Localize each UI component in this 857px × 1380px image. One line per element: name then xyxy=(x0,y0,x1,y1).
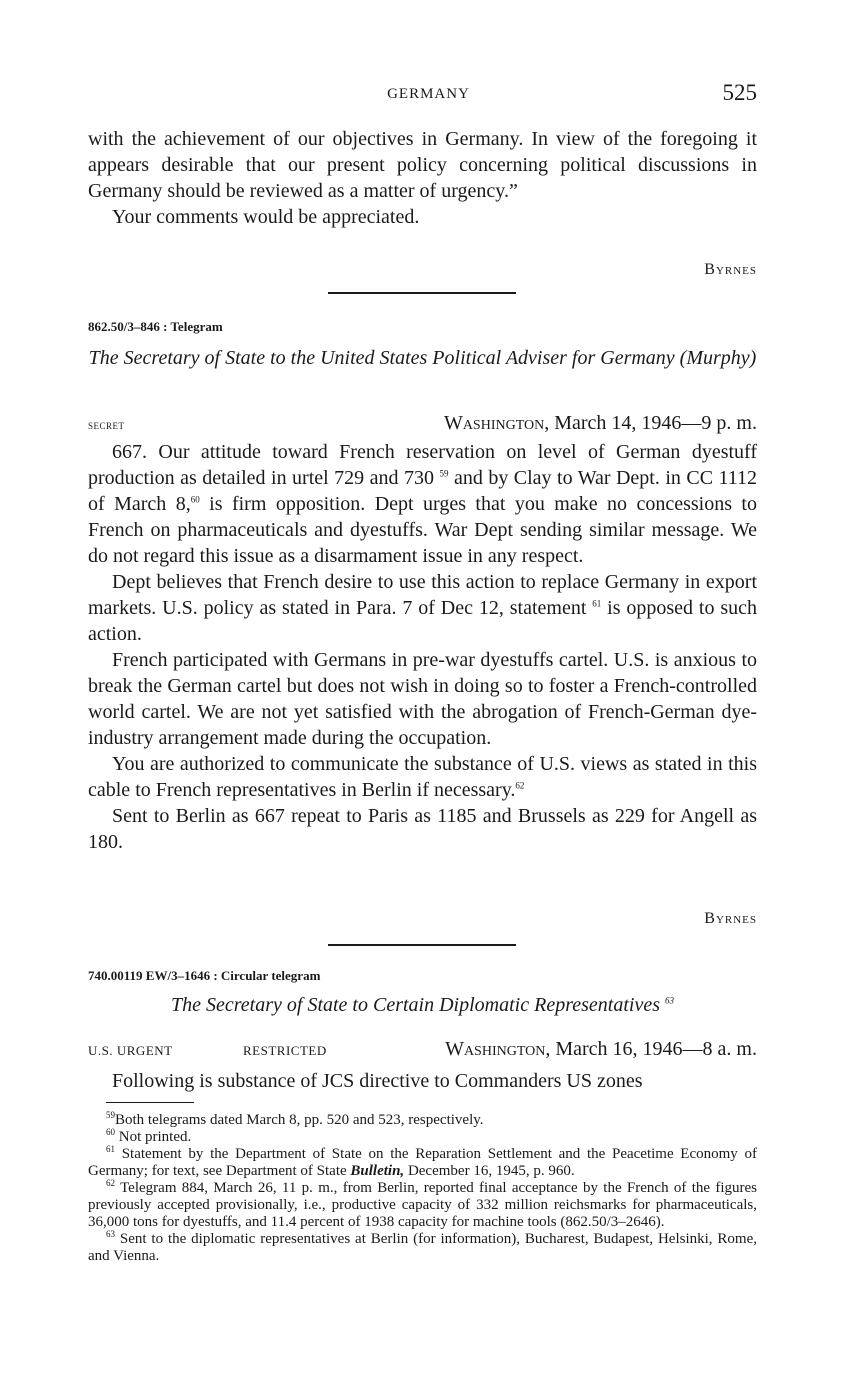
doc2-classification-text: secret xyxy=(88,417,125,432)
doc2-paragraph-4 xyxy=(88,751,757,803)
doc2-date: , March 14, 1946—9 p. m. xyxy=(544,412,757,434)
footnote-62-number: 62 xyxy=(106,1178,115,1188)
footnote-61-text-b: December 16, 1945, p. 960. xyxy=(407,1163,575,1179)
doc2-p4-text: You are authorized to communicate the substance of U.S. views as stated in this cable to French representatives in Berlin if necessary. xyxy=(88,753,757,801)
doc2-p1-b: and by Clay to War Dept. in CC 1112 of March 8, xyxy=(88,467,758,515)
footnote-59-text: Both telegrams dated March 8, pp. 520 and 523, respectively. xyxy=(115,1112,484,1128)
footnote-62 xyxy=(88,1180,757,1231)
doc3-place: Washington xyxy=(445,1038,546,1060)
footnotes xyxy=(88,1112,757,1265)
doc2-paragraph-2 xyxy=(88,569,757,647)
doc3-classification-1: U.S. URGENT xyxy=(88,1043,173,1058)
doc2-file-reference: 862.50/3–846 : Telegram xyxy=(88,319,223,334)
doc3-body xyxy=(88,1068,757,1094)
doc2-paragraph-1 xyxy=(88,439,757,569)
doc3-file-reference: 740.00119 EW/3–1646 : Circular telegram xyxy=(88,968,321,983)
doc2-paragraph-5: Sent to Berlin as 667 repeat to Paris as 1185 and Brussels as 229 for Angell as 180. xyxy=(88,805,757,853)
footnote-62-text: Telegram 884, March 26, 11 p. m., from Berlin, reported final acceptance by the French of the figures previously accepted provisionally, i.e., productive capacity of 332 million reichsmarks for pharmaceuticals, 36,000 tons for dyestuffs, and 11.4 percent of 1938 capacity for machine tools (862.50/3–2646). xyxy=(88,1180,758,1230)
footnote-60 xyxy=(88,1129,757,1146)
footnote-ref-63: 63 xyxy=(664,995,674,1006)
doc1-paragraph-2: Your comments would be appreciated. xyxy=(112,206,420,228)
footnote-63 xyxy=(88,1231,757,1265)
doc2-body xyxy=(88,439,757,855)
footnote-63-number: 63 xyxy=(106,1229,115,1239)
doc2-dateline xyxy=(444,412,757,435)
footnote-60-text: Not printed. xyxy=(118,1129,192,1145)
running-title: GERMANY xyxy=(387,86,470,102)
doc2-p2-a: Dept believes that French desire to use this action to replace Germany in export markets. U.S. policy as stated in Para. 7 of Dec 12, statement xyxy=(88,571,757,619)
footnote-61 xyxy=(88,1146,757,1180)
doc3-classification-2: RESTRICTED xyxy=(243,1043,327,1058)
doc2-classification xyxy=(88,417,125,433)
doc3-title xyxy=(88,992,757,1018)
footnote-63-text: Sent to the diplomatic representatives at Berlin (for information), Bucharest, Budapest, Helsinki, Rome, and Vienna. xyxy=(88,1231,758,1264)
footnote-rule xyxy=(106,1102,194,1103)
footnote-61-number: 61 xyxy=(106,1144,115,1154)
doc2-p1-c: is firm opposition. Dept urges that you make no concessions to French on pharmaceuticals and dyestuffs. War Dept sending similar message. We do not regard this issue as a disarmament issue in any respect. xyxy=(88,493,757,567)
footnote-ref-59: 59 xyxy=(439,468,449,479)
doc1-continuation xyxy=(88,126,757,230)
doc2-paragraph-3: French participated with Germans in pre-war dyestuffs cartel. U.S. is anxious to break the German cartel but does not wish in doing so to foster a French-controlled world cartel. We are not yet satisfied with the abrogation of French-German dye-industry arrangement made during the occupation. xyxy=(88,649,757,749)
doc1-paragraph-1: with the achievement of our objectives in Germany. In view of the foregoing it appears desirable that our present policy concerning political discussions in Germany should be reviewed as a matter of urgency.” xyxy=(88,128,757,202)
doc2-p1-a: 667. Our attitude toward French reservation on level of German dyestuff production as detailed in urtel 729 and 730 xyxy=(88,441,757,489)
doc3-title-text: The Secretary of State to Certain Diplomatic Representatives xyxy=(171,994,660,1016)
doc2-title: The Secretary of State to the United States Political Adviser for Germany (Murphy) xyxy=(88,347,757,369)
footnote-ref-61: 61 xyxy=(592,598,602,609)
doc2-p2-b: is opposed to such action. xyxy=(88,597,757,645)
footnote-ref-62: 62 xyxy=(515,780,525,791)
section-divider-2 xyxy=(328,944,516,946)
section-divider xyxy=(328,292,516,294)
footnote-59-number: 59 xyxy=(106,1110,115,1120)
doc3-date: , March 16, 1946—8 a. m. xyxy=(545,1038,757,1060)
doc3-dateline xyxy=(445,1038,757,1061)
doc2-signature: Byrnes xyxy=(704,910,757,927)
doc2-place: Washington xyxy=(443,412,545,434)
footnote-61-text-a: Statement by the Department of State on the Reparation Settlement and the Peacetime Economy of Germany; for text, see Department of State xyxy=(88,1146,757,1179)
footnote-61-bulletin: Bulletin, xyxy=(350,1163,405,1179)
footnote-59 xyxy=(88,1112,757,1129)
doc3-paragraph-1: Following is substance of JCS directive to Commanders US zones xyxy=(112,1070,643,1092)
footnote-60-number: 60 xyxy=(106,1127,115,1137)
footnote-ref-60: 60 xyxy=(190,494,200,505)
doc1-signature: Byrnes xyxy=(704,261,757,278)
page-number: 525 xyxy=(722,80,757,105)
